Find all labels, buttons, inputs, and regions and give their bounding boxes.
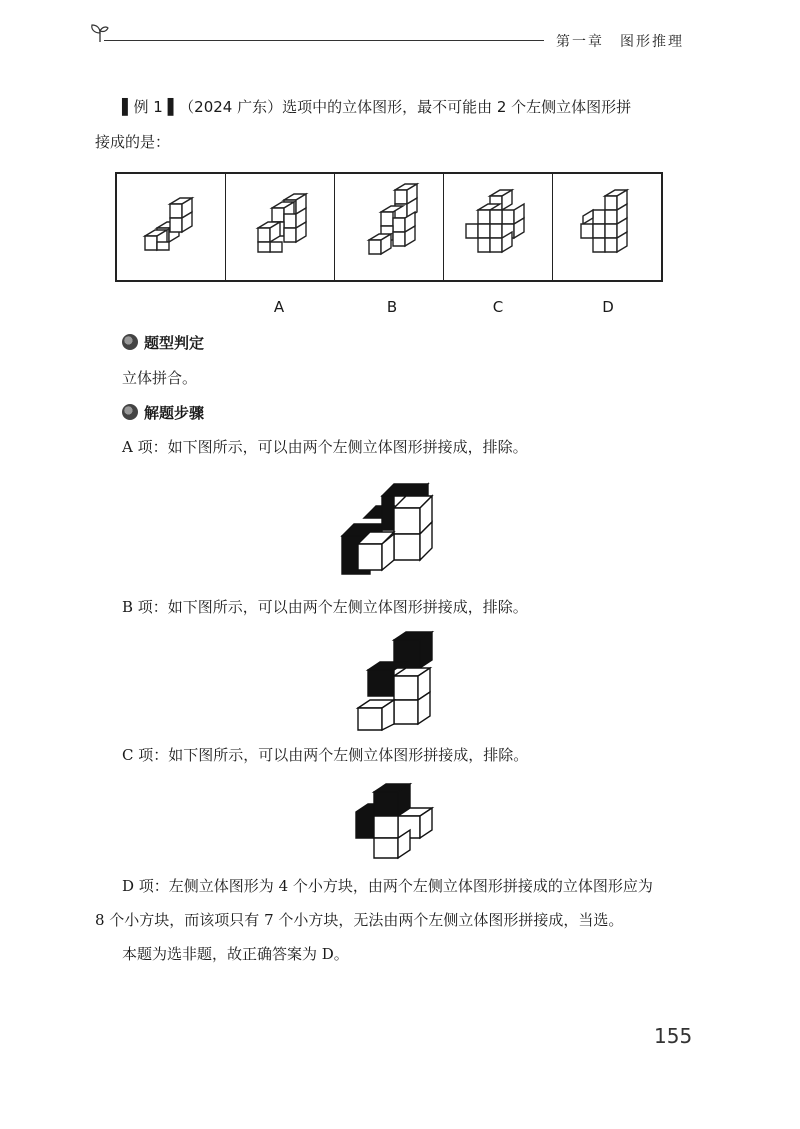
step-a-text: A 项：如下图所示，可以由两个左侧立体图形拼接成，排除。	[122, 438, 528, 456]
option-a-cell	[226, 174, 335, 280]
option-a-cube-figure	[226, 174, 334, 280]
step-d-text-line-2: 8 个小方块，而该项只有 7 个小方块，无法由两个左侧立体图形拼接成，当选。	[95, 911, 624, 929]
reference-cube-figure	[117, 174, 225, 280]
step-d-text-line-1: D 项：左侧立体图形为 4 个小方块，由两个左侧立体图形拼接成的立体图形应为	[122, 877, 653, 895]
steps-section-heading	[122, 403, 204, 423]
question-line-2: 接成的是：	[95, 133, 171, 151]
option-label-d: D	[602, 298, 614, 316]
chapter-title: 第一章 图形推理	[556, 34, 684, 50]
conclusion-text: 本题为选非题，故正确答案为 D。	[122, 945, 349, 963]
option-label-b: B	[386, 298, 398, 316]
header-rule	[104, 40, 544, 41]
page-number: 155	[654, 1024, 693, 1048]
option-b-cell	[335, 174, 444, 280]
type-section-text: 立体拼合。	[122, 369, 198, 387]
options-figure-table	[115, 172, 663, 282]
option-label-a: A	[273, 298, 285, 316]
question-line-1: ▌例 1 ▌（2024 广东）选项中的立体图形，最不可能由 2 个左侧立体图形拼	[122, 98, 632, 116]
reference-figure-cell	[117, 174, 226, 280]
type-section-title: 题型判定	[144, 334, 205, 352]
section-badge-icon	[122, 334, 138, 350]
type-section-heading	[122, 333, 204, 353]
option-d-cube-figure	[553, 174, 661, 280]
step-c-text: C 项：如下图所示，可以由两个左侧立体图形拼接成，排除。	[122, 746, 529, 764]
figure-b-composite-cubes	[350, 630, 440, 734]
section-badge-icon	[122, 404, 138, 420]
option-c-cube-figure	[444, 174, 552, 280]
option-c-cell	[444, 174, 553, 280]
figure-c-composite-cubes	[352, 782, 442, 862]
option-label-c: C	[492, 298, 504, 316]
option-d-cell	[553, 174, 661, 280]
step-b-text: B 项：如下图所示，可以由两个左侧立体图形拼接成，排除。	[122, 598, 528, 616]
figure-a-composite-cubes	[336, 478, 446, 582]
steps-section-title: 解题步骤	[144, 404, 205, 422]
option-b-cube-figure	[335, 174, 443, 280]
